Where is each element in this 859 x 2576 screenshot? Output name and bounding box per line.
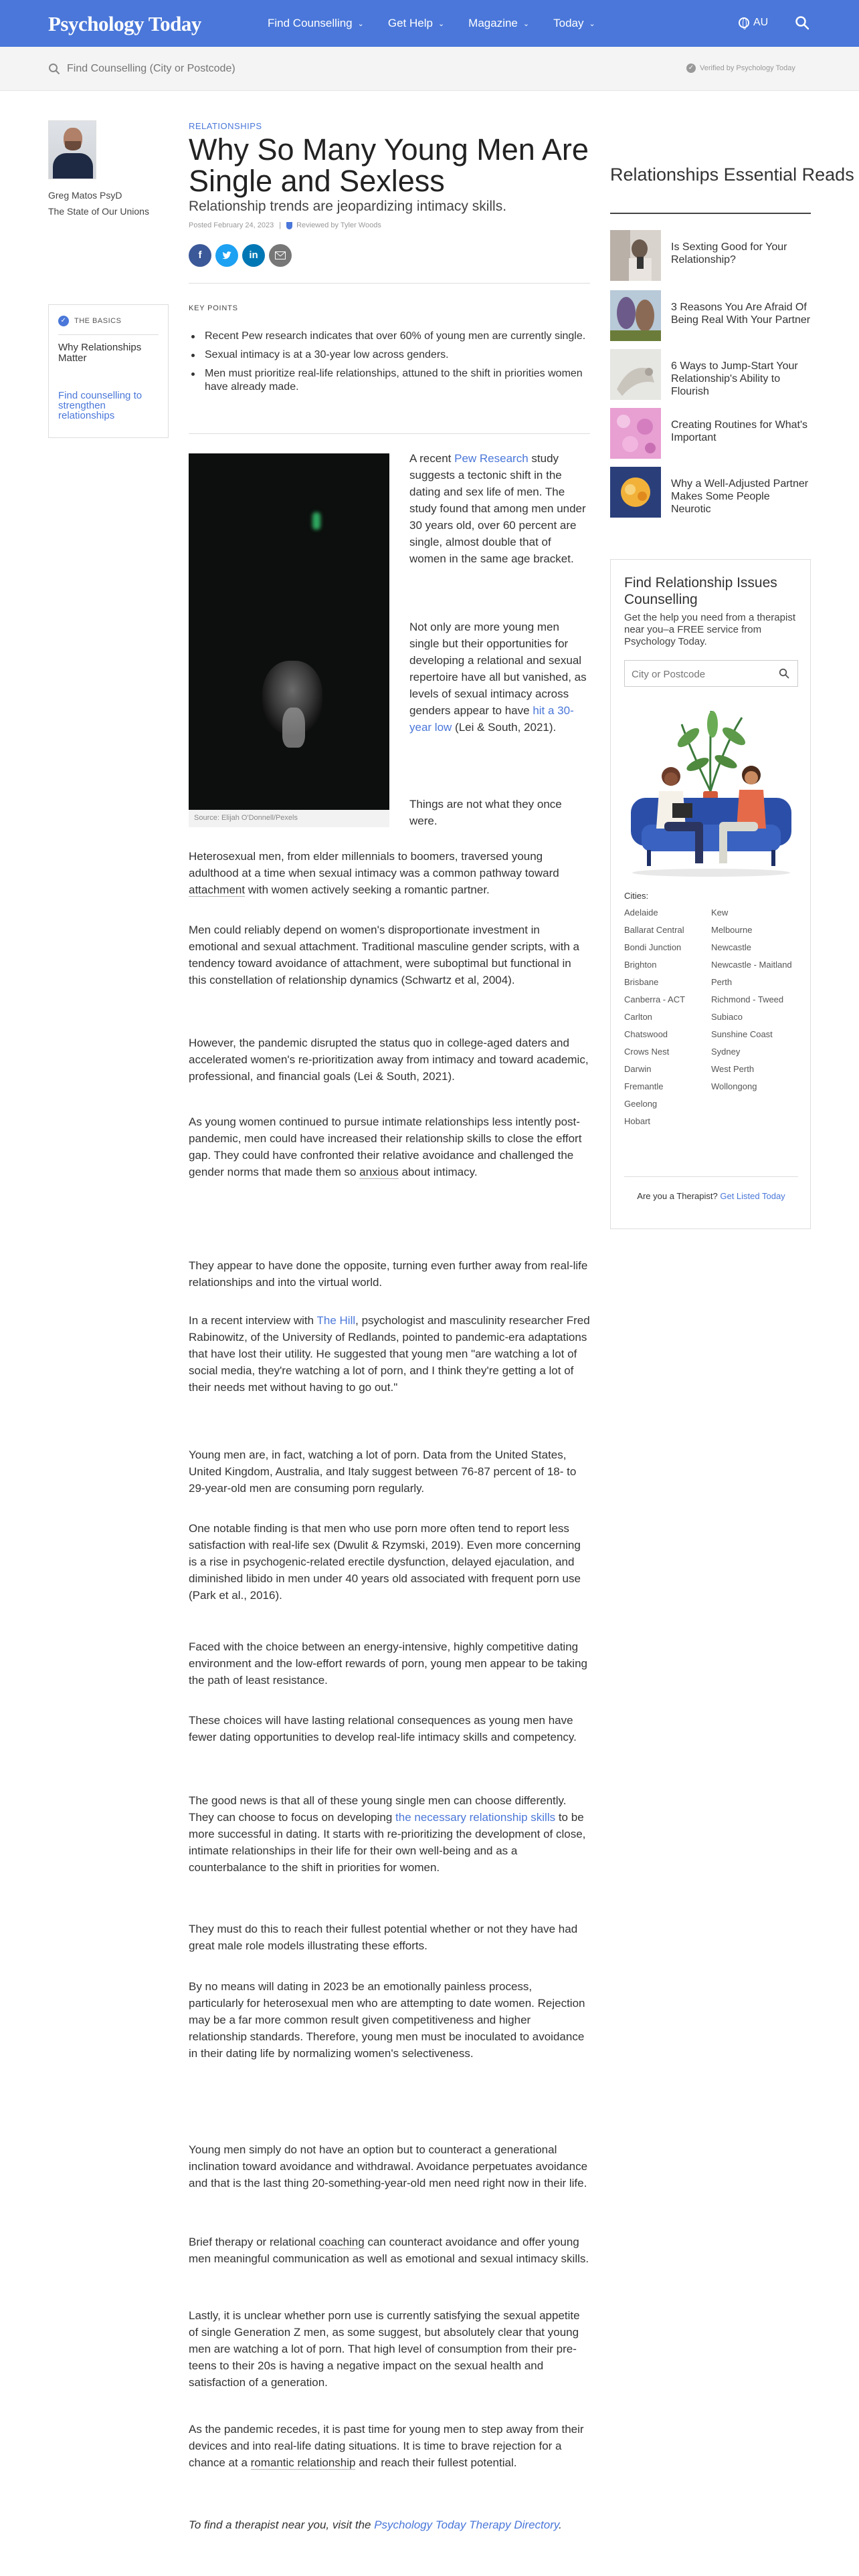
twitter-icon <box>221 250 232 261</box>
envelope-icon <box>275 251 286 259</box>
essential-read-title: 3 Reasons You Are Afraid Of Being Real With Your Partner <box>671 302 811 326</box>
city-link[interactable]: Wollongong <box>711 1081 757 1091</box>
text-run: As young women continued to pursue intimate relationships less intently post-pandemic, men could have increased their relationship skills to close the effort gap. They could have confronted their relative avoidance and challenged the gender norms that made them so <box>189 1115 582 1178</box>
posted-date: Posted February 24, 2023 <box>189 221 274 229</box>
text-run: study suggests a tectonic shift in the dating and sex life of men. The study found that among men under 30 years old, over 60 percent are single, almost double that of women in the same age bracket. <box>409 452 586 565</box>
article-paragraph <box>189 2516 590 2533</box>
city-link[interactable]: Sunshine Coast <box>711 1029 773 1039</box>
text-run: In a recent interview with <box>189 1314 317 1327</box>
article-paragraph <box>409 450 590 567</box>
find-counselling-input[interactable] <box>67 60 401 78</box>
image-hand <box>282 708 305 748</box>
city-link[interactable]: Chatswood <box>624 1029 668 1039</box>
the-basics-box <box>48 304 169 438</box>
essential-read-thumbnail <box>610 349 661 400</box>
essential-read-thumbnail <box>610 230 661 281</box>
text-run: The good news is that all of these young single men can choose differently. They can choose to focus on developing <box>189 1794 567 1824</box>
basics-item-why-relationships-matter[interactable]: Why Relationships Matter <box>58 342 142 364</box>
text-run: can counteract avoidance and offer young men meaningful communication as well as emotional and sexual intimacy skills. <box>189 2236 589 2265</box>
essential-read-title: Why a Well-Adjusted Partner Makes Some People Neurotic <box>671 478 809 515</box>
finder-title: Find Relationship Issues Counselling <box>624 575 777 607</box>
divider <box>189 283 590 284</box>
key-point-item: Recent Pew research indicates that over 60% of young men are currently single. <box>189 330 590 343</box>
article-paragraph: Young men are, in fact, watching a lot of porn. Data from the United States, United Kingdom, Australia, and Italy suggest between 76-87 percent of 18- to 29-year-old men are consuming porn regularly. <box>189 1448 577 1495</box>
essential-read-title: Creating Routines for What's Important <box>671 419 808 443</box>
article-paragraph <box>189 1312 590 1396</box>
text-run: Heterosexual men, from elder millennials to boomers, traversed young adulthood at a time when sexual intimacy was a common pathway toward <box>189 850 559 879</box>
divider <box>624 1176 798 1177</box>
email-share-button[interactable] <box>269 244 292 267</box>
essential-read-thumbnail <box>610 467 661 518</box>
chevron-down-icon: ⌄ <box>357 19 364 28</box>
essential-read-thumbnail <box>610 408 661 459</box>
city-link[interactable]: Hobart <box>624 1116 651 1126</box>
author-name[interactable]: Greg Matos PsyD <box>48 190 122 201</box>
check-icon: ✓ <box>58 316 69 326</box>
text-run: A recent <box>409 452 455 465</box>
essential-read-item[interactable] <box>610 230 811 281</box>
nav-find-counselling[interactable] <box>268 17 364 30</box>
article-paragraph: However, the pandemic disrupted the status quo in college-aged daters and accelerated women's re-prioritization away from intimacy and toward academic, professional, and financial goals (Lei & South, 2021). <box>189 1037 589 1083</box>
therapist-finder-widget <box>610 559 811 1229</box>
text-run: Not only are more young men single but their opportunities for developing a relational and sexual repertoire have all but vanished, as levels of sexual intimacy across genders appear to have <box>409 621 587 717</box>
shield-icon <box>286 222 292 229</box>
essential-read-title: Is Sexting Good for Your Relationship? <box>671 241 787 265</box>
reviewed-by[interactable]: Reviewed by Tyler Woods <box>296 221 381 229</box>
city-link[interactable]: Sydney <box>711 1047 741 1057</box>
city-link[interactable]: Perth <box>711 977 733 987</box>
city-link[interactable]: Newcastle <box>711 942 751 952</box>
essential-read-item[interactable] <box>610 349 811 400</box>
article-paragraph: Faced with the choice between an energy-intensive, highly competitive dating environment and the low-effort rewards of porn, young men appear to be taking the path of least resistance. <box>189 1640 587 1687</box>
article-paragraph: They must do this to reach their fullest potential whether or not they have had great male role models illustrating these efforts. <box>189 1923 578 1952</box>
article-paragraph <box>189 1792 590 1876</box>
essential-read-item[interactable] <box>610 467 811 518</box>
search-icon[interactable] <box>779 668 789 679</box>
therapist-cta <box>624 1190 798 1202</box>
chevron-down-icon: ⌄ <box>522 19 530 28</box>
text-run: To find a therapist near you, visit the <box>189 2518 375 2531</box>
text-run: with women actively seeking a romantic partner. <box>245 883 490 896</box>
city-link[interactable]: Brighton <box>624 960 657 970</box>
text-run: (Lei & South, 2021). <box>452 721 557 734</box>
nav-label: Get Help <box>387 17 433 29</box>
text-run: to be more successful in dating. It starts with re-prioritizing the development of close, intimate relationships in their life for their own well-being and as a counterbalance to the shift in priorities for women. <box>189 1811 586 1874</box>
main-nav <box>268 17 619 30</box>
nav-label: Today <box>553 17 584 29</box>
check-icon: ✓ <box>686 64 696 73</box>
city-link[interactable]: Fremantle <box>624 1081 664 1091</box>
author-photo[interactable] <box>48 120 96 179</box>
basics-heading-text: THE BASICS <box>74 317 122 325</box>
attachment-topic-link[interactable]: attachment <box>189 883 246 896</box>
city-link[interactable]: Carlton <box>624 1012 652 1022</box>
city-link[interactable]: Subiaco <box>711 1012 743 1022</box>
region-label: AU <box>753 17 769 28</box>
city-link[interactable]: Crows Nest <box>624 1047 670 1057</box>
article-meta <box>189 221 381 229</box>
article-paragraph: Men could reliably depend on women's disproportionate investment in emotional and sexual attachment. Traditional masculine gender scripts, with a tendency toward avoidance of attachment, were suboptimal but functional in this constellation of relationship dynamics (Schwartz et al, 2004). <box>189 924 579 986</box>
author-blog-name[interactable]: The State of Our Unions <box>48 206 149 217</box>
city-link[interactable]: Newcastle - Maitland <box>711 960 792 970</box>
search-icon[interactable] <box>795 15 809 30</box>
key-points-list <box>189 330 590 394</box>
city-link[interactable]: Richmond - Tweed <box>711 994 784 1004</box>
essential-read-item[interactable] <box>610 290 811 341</box>
romantic-relationship-link[interactable]: romantic relationship <box>250 2456 356 2469</box>
article-paragraph: One notable finding is that men who use porn more often tend to report less satisfaction with real-life sex (Dwulit & Rzymski, 2019). Even more concerning is a rise in psychogenic-related erectile dysfunction, delayed ejaculation, and diminished libido in men under 40 years old associated with frequent porn use (Park et al., 2016). <box>189 1522 581 1602</box>
divider <box>189 433 590 434</box>
relationship-skills-link[interactable]: the necessary relationship skills <box>395 1811 556 1824</box>
coaching-topic-link[interactable]: coaching <box>318 2236 365 2248</box>
city-link[interactable]: Adelaide <box>624 907 658 918</box>
finder-search-field[interactable] <box>624 660 798 687</box>
nav-magazine[interactable] <box>468 17 529 30</box>
article-paragraph <box>409 619 590 736</box>
search-icon <box>48 63 60 75</box>
article-paragraph: By no means will dating in 2023 be an emotionally painless process, particularly for heterosexual men who are attempting to date women. Rejection may be a far more common result given competitiveness and higher relationship standards. Therefore, young men must be inoculated to avoidance in their dating life by normalizing women's selectiveness. <box>189 1980 585 2060</box>
city-link[interactable]: Canberra - ACT <box>624 994 686 1004</box>
key-point-item: Sexual intimacy is at a 30-year low across genders. <box>189 348 590 362</box>
text-run: Brief therapy or relational <box>189 2236 319 2248</box>
article-paragraph <box>189 1113 590 1180</box>
chevron-down-icon: ⌄ <box>438 19 445 28</box>
article-paragraph: Lastly, it is unclear whether porn use is currently satisfying the sexual appetite of single Generation Z men, as some suggest, but absolutely clear that young men are watching a lot of porn. That high level of consumption from their pre-teens to their 20s is having a negative impact on the sexual health and satisfaction of a generation. <box>189 2309 580 2389</box>
city-postcode-input[interactable] <box>632 667 772 681</box>
facebook-share-button[interactable]: f <box>189 244 211 267</box>
article-subtitle: Relationship trends are jeopardizing intimacy skills. <box>189 199 507 214</box>
chevron-down-icon: ⌄ <box>589 19 595 28</box>
city-link[interactable]: Darwin <box>624 1064 652 1074</box>
essential-read-title: 6 Ways to Jump-Start Your Relationship's Ability to Flourish <box>671 360 798 397</box>
text-run: and reach their fullest potential. <box>355 2456 517 2469</box>
separator: | <box>279 221 282 229</box>
city-list-left <box>624 907 711 1134</box>
text-run: , psychologist and masculinity researcher Fred Rabinowitz, of the University of Redlands, pointed to pandemic-era adaptations that have lost their utility. He suggested that young men "are watching a lot of social media, they're watching a lot of porn, and I think they're getting a lot of their needs met without having to go out." <box>189 1314 590 1394</box>
key-points-heading: KEY POINTS <box>189 304 238 312</box>
divider <box>58 334 159 335</box>
nav-today[interactable] <box>553 17 595 30</box>
image-green-light <box>312 512 320 530</box>
city-link[interactable]: Kew <box>711 907 729 918</box>
basics-heading <box>58 316 121 326</box>
city-list-right <box>711 907 798 1099</box>
article-image <box>189 453 389 810</box>
text-run: about intimacy. <box>398 1166 478 1178</box>
therapy-directory-link[interactable]: Psychology Today Therapy Directory <box>374 2518 559 2531</box>
share-buttons <box>189 244 292 267</box>
article-paragraph <box>189 848 590 898</box>
key-point-item: Men must prioritize real-life relationships, attuned to the shift in priorities women have already made. <box>189 367 590 394</box>
essential-read-item[interactable] <box>610 408 811 459</box>
linkedin-share-button[interactable]: in <box>242 244 265 267</box>
essential-read-thumbnail <box>610 290 661 341</box>
article-paragraph: Young men simply do not have an option but to counteract a generational inclination toward avoidance and withdrawal. Avoidance perpetuates avoidance and that is the last thing 20-something-year-old men need right now in their life. <box>189 2143 588 2189</box>
30-year-low-link[interactable]: hit a 30-year low <box>409 704 574 734</box>
city-link[interactable]: West Perth <box>711 1064 755 1074</box>
verified-text: Verified by Psychology Today <box>700 64 795 72</box>
article-paragraph: Things are not what they once were. <box>409 798 562 827</box>
image-caption: Source: Elijah O'Donnell/Pexels <box>189 810 389 827</box>
site-logo[interactable]: Psychology Today <box>48 12 201 35</box>
therapist-question: Are you a Therapist? <box>637 1191 721 1201</box>
author-photo-body <box>53 153 93 179</box>
city-link[interactable]: Geelong <box>624 1099 658 1109</box>
article-paragraph: They appear to have done the opposite, turning even further away from real-life relationships and into the virtual world. <box>189 1259 588 1289</box>
find-counselling-link[interactable]: Find counselling to strengthen relationships <box>58 390 142 421</box>
divider <box>610 213 811 214</box>
the-hill-link[interactable]: The Hill <box>316 1314 356 1327</box>
therapist-search-bar <box>0 47 859 91</box>
article-category[interactable]: RELATIONSHIPS <box>189 121 262 131</box>
article-paragraph <box>189 2421 590 2471</box>
city-link[interactable]: Bondi Junction <box>624 942 682 952</box>
anxious-topic-link[interactable]: anxious <box>359 1166 399 1178</box>
pew-research-link[interactable]: Pew Research <box>454 452 529 465</box>
verified-badge <box>686 64 795 73</box>
region-selector[interactable] <box>739 17 768 29</box>
city-link[interactable]: Melbourne <box>711 925 753 935</box>
text-run: . <box>559 2518 562 2531</box>
top-navigation-bar <box>0 0 859 47</box>
counselling-illustration <box>624 697 798 878</box>
text-run: As the pandemic recedes, it is past time for young men to step away from their devices and into real-life dating situations. It is time to brave rejection for a chance at a <box>189 2423 584 2469</box>
finder-subtitle: Get the help you need from a therapist near you–a FREE service from Psychology Today. <box>624 612 795 647</box>
twitter-share-button[interactable] <box>215 244 238 267</box>
get-listed-link[interactable]: Get Listed Today <box>720 1191 785 1201</box>
nav-get-help[interactable] <box>388 17 444 30</box>
nav-label: Find Counselling <box>268 17 353 29</box>
article-paragraph: These choices will have lasting relational consequences as young men have fewer dating opportunities to develop real-life intimacy skills and competency. <box>189 1714 577 1743</box>
city-link[interactable]: Brisbane <box>624 977 659 987</box>
article-title: Why So Many Young Men Are Single and Sexless <box>189 132 589 198</box>
city-link[interactable]: Ballarat Central <box>624 925 684 935</box>
cities-label: Cities: <box>624 891 649 901</box>
essential-reads-heading: Relationships Essential Reads <box>610 165 854 185</box>
author-photo-beard <box>65 141 81 150</box>
globe-icon <box>739 17 749 28</box>
nav-label: Magazine <box>468 17 518 29</box>
article-paragraph <box>189 2234 590 2267</box>
